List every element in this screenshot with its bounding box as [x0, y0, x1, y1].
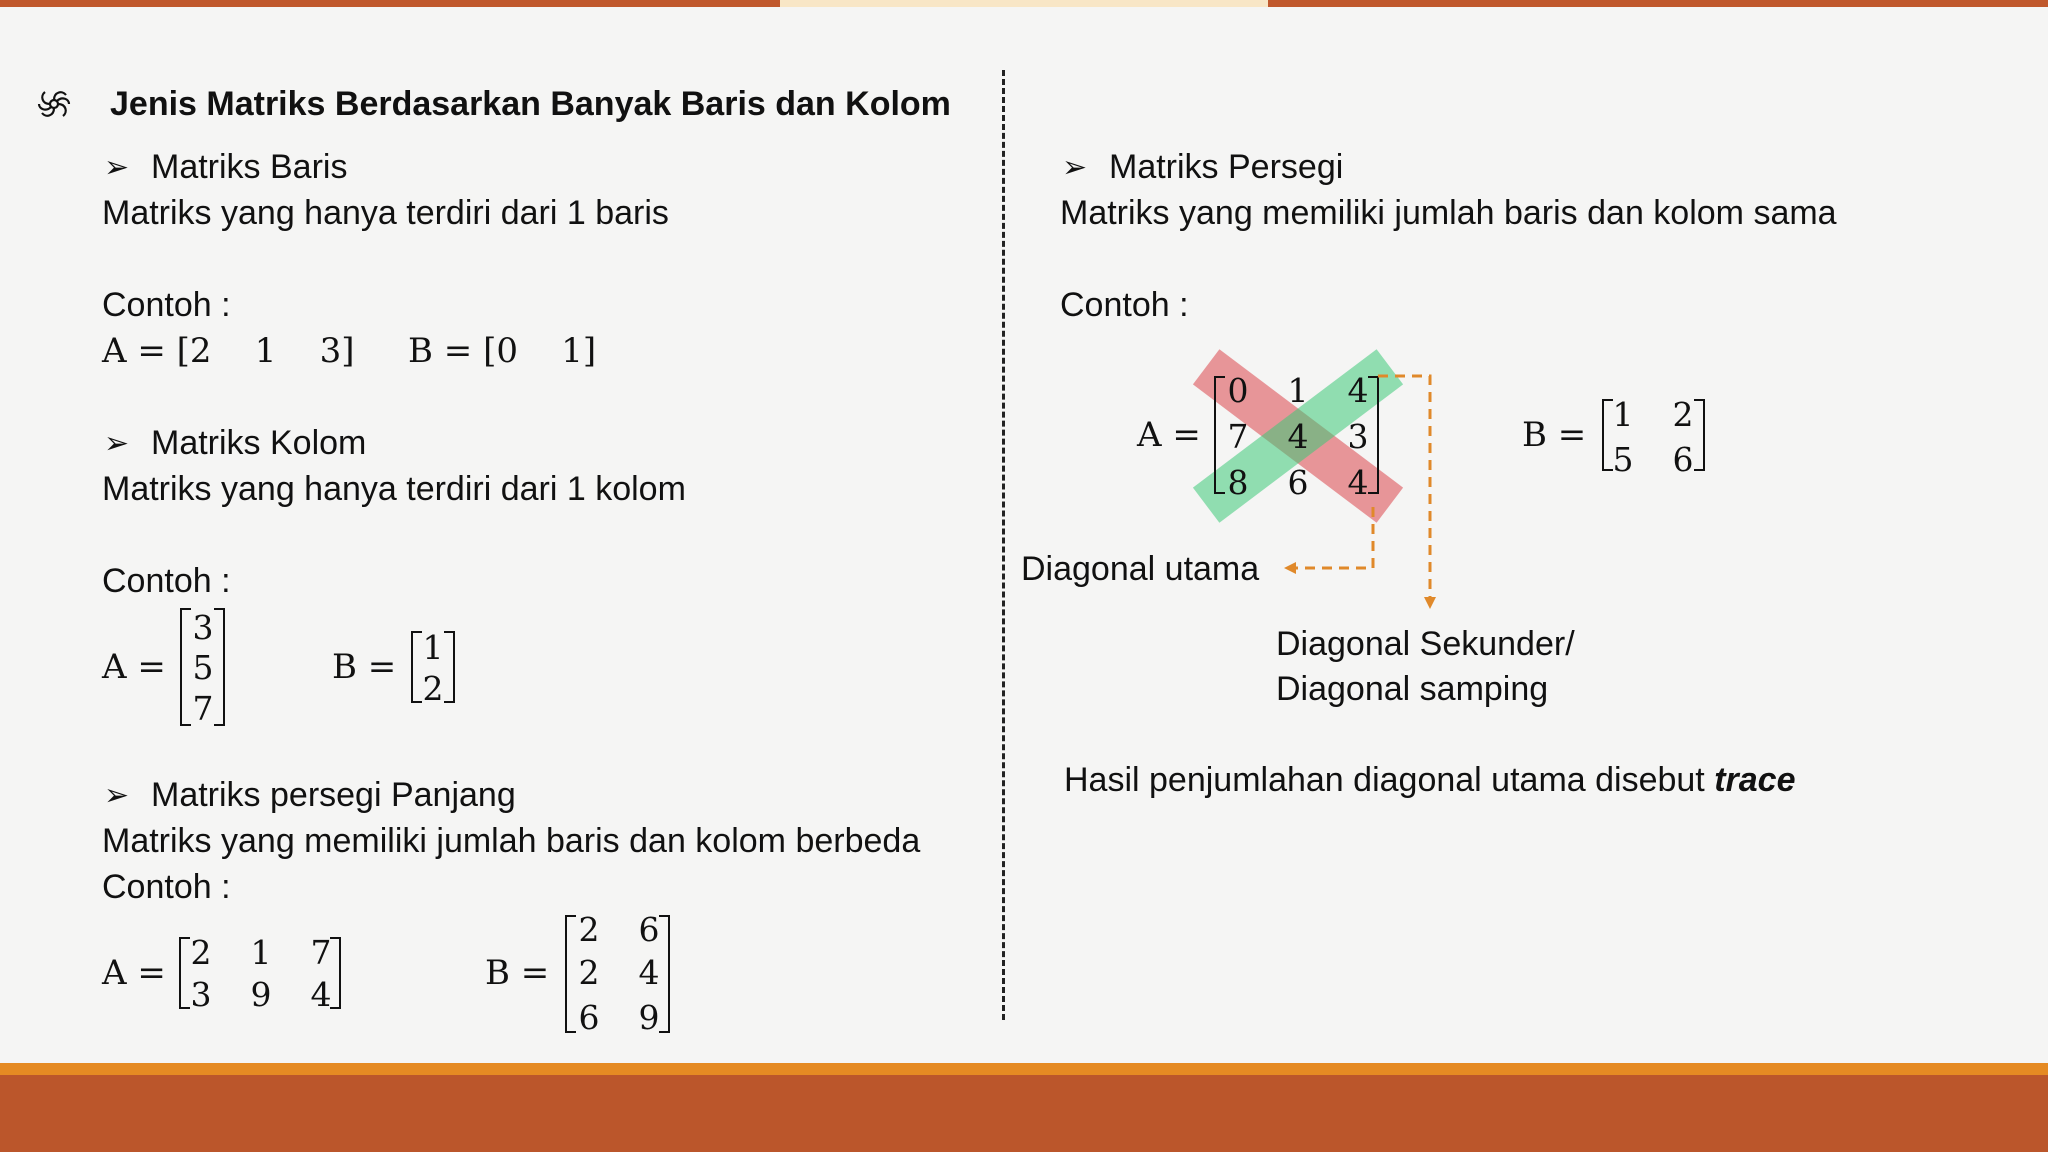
trace-text: Hasil penjumlahan diagonal utama disebut: [1064, 761, 1715, 799]
diagonal-arrows-icon: [1270, 365, 1450, 615]
heading-matriks-persegi: Matriks Persegi: [1109, 148, 1344, 186]
matrix-cell: 1: [1287, 371, 1309, 410]
top-bar-left: [0, 0, 780, 7]
contoh-label: Contoh :: [1060, 286, 1189, 324]
contoh-label: Contoh :: [102, 562, 231, 600]
matrix-cell: 5: [192, 648, 214, 687]
matrix-cell: 4: [1347, 371, 1369, 410]
matrix-cell: 2: [578, 953, 600, 992]
bullet-arrow-icon: ➢: [104, 427, 130, 460]
matrix-cell: 0: [1227, 371, 1249, 410]
trace-word: trace: [1714, 761, 1796, 799]
matrix-label: A =: [1137, 415, 1201, 455]
matrix-cell: 4: [1347, 463, 1369, 502]
matrix-cell: 3: [1347, 417, 1369, 456]
bottom-accent-line: [0, 1063, 2048, 1075]
matrix-label: A =: [102, 953, 166, 993]
matrix-cell: 3: [192, 608, 214, 647]
matrix-cell: 4: [638, 953, 660, 992]
matrix-cell: 8: [1227, 463, 1249, 502]
bullet-arrow-icon: ➢: [1062, 151, 1088, 184]
matrix-cell: 6: [578, 998, 600, 1037]
matrix-label: B =: [485, 953, 550, 993]
contoh-label: Contoh :: [102, 868, 231, 906]
matrix-cell: 2: [422, 669, 444, 708]
matrix-cell: 1: [250, 933, 272, 972]
bottom-band: [0, 1075, 2048, 1152]
matrix-cell: 7: [192, 689, 214, 728]
matrix-cell: 6: [1672, 440, 1694, 479]
matrix-cell: 2: [190, 933, 212, 972]
label-diagonal-utama: Diagonal utama: [1021, 550, 1260, 588]
matrix-cell: 6: [638, 910, 660, 949]
page-title: Jenis Matriks Berdasarkan Banyak Baris dan Kolom: [110, 85, 951, 123]
matrix-cell: 9: [638, 998, 660, 1037]
heading-matriks-persegi-panjang: Matriks persegi Panjang: [151, 776, 516, 814]
desc-matriks-kolom: Matriks yang hanya terdiri dari 1 kolom: [102, 470, 686, 508]
matrix-cell: 2: [578, 910, 600, 949]
heading-matriks-kolom: Matriks Kolom: [151, 424, 367, 462]
heading-matriks-baris: Matriks Baris: [151, 148, 348, 186]
matrix-cell: 7: [1227, 417, 1249, 456]
bullet-arrow-icon: ➢: [104, 779, 130, 812]
matrix-cell: 1: [1612, 395, 1634, 434]
desc-matriks-persegi-panjang: Matriks yang memiliki jumlah baris dan kolom berbeda: [102, 822, 921, 860]
matrix-label: A =: [102, 647, 166, 687]
bullet-arrow-icon: ➢: [104, 151, 130, 184]
trace-sentence: [1064, 763, 1795, 797]
label-diagonal-sekunder: Diagonal Sekunder/: [1276, 625, 1575, 663]
swirl-logo-icon: [36, 86, 72, 122]
matrix-label: B =: [332, 647, 397, 687]
top-bar-right: [1268, 0, 2048, 7]
row-matrix-a: A = [2 1 3]: [102, 331, 355, 371]
matrix-cell: 3: [190, 975, 212, 1014]
matrix-cell: 7: [310, 933, 332, 972]
desc-matriks-baris: Matriks yang hanya terdiri dari 1 baris: [102, 194, 669, 232]
row-matrix-b: B = [0 1]: [408, 331, 597, 371]
label-diagonal-samping: Diagonal samping: [1276, 670, 1549, 708]
matrix-label: B =: [1522, 415, 1587, 455]
matrix-cell: 2: [1672, 395, 1694, 434]
matrix-cell: 5: [1612, 440, 1634, 479]
matrix-cell: 1: [422, 628, 444, 667]
matrix-cell: 9: [250, 975, 272, 1014]
matrix-cell: 4: [310, 975, 332, 1014]
matrix-cell: 4: [1287, 417, 1309, 456]
contoh-label: Contoh :: [102, 286, 231, 324]
top-bar-middle: [780, 0, 1268, 7]
column-divider: [1002, 70, 1005, 1020]
matrix-cell: 6: [1287, 463, 1309, 502]
desc-matriks-persegi: Matriks yang memiliki jumlah baris dan kolom sama: [1060, 194, 1837, 232]
